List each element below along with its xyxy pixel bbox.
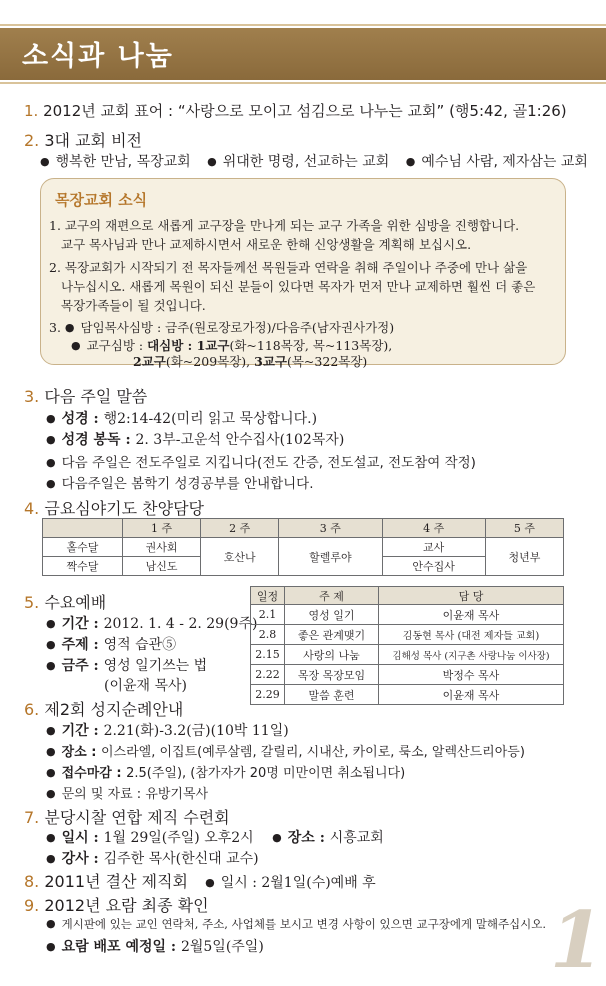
notice-line-7-bold: 대심방 : 1교구 [147, 338, 230, 353]
table-cell: 짝수달 [43, 557, 123, 576]
pilgrimage-place [46, 741, 525, 760]
section-5-heading [24, 590, 106, 613]
notice-line-6 [49, 318, 394, 336]
pilgrimage-period [46, 720, 289, 740]
notice-line-1: 1. 교구의 재편으로 새롭게 교구장을 만나게 되는 교구 가족을 위한 심방을 진행합니다. [49, 218, 520, 233]
section-6-title: 제2회 성지순례안내 [44, 700, 184, 719]
pilgrimage-period-label: ● 기간 : [46, 723, 104, 739]
sermon-note-1 [46, 451, 476, 471]
table-cell: 김해성 목사 (지구촌 사랑나눔 이사장) [379, 645, 564, 665]
table-cell: 2.29 [251, 685, 285, 705]
table-cell: 박정수 목사 [379, 665, 564, 685]
table-header: 2 주 [201, 519, 279, 538]
table-cell: 김동현 목사 (대전 제자들 교회) [379, 625, 564, 645]
section-2-heading [24, 128, 142, 151]
table-cell: 권사회 [123, 538, 201, 557]
directory-note [46, 916, 546, 932]
directory-release-label: ● 요람 배포 예정일 : [46, 939, 181, 955]
section-3-number: 3. [24, 387, 40, 406]
table-cell: 목장 목장모임 [285, 665, 379, 685]
pilgrimage-period-value: 2.21(화)-3.2(금)(10박 11일) [103, 723, 289, 739]
sermon-note-2 [46, 472, 314, 492]
section-7-title: 분당시찰 연합 제직 수련회 [44, 808, 230, 827]
table-header: 4 주 [382, 519, 485, 538]
section-7-heading [24, 805, 230, 828]
wednesday-period-label: ● 기간 : [46, 616, 104, 632]
notice-line-6-text: ● 담임목사심방 : 금주(원로장로가정)/다음주(남자권사가정) [65, 320, 394, 335]
section-9-number: 9. [24, 896, 40, 915]
table-row [251, 625, 564, 645]
pilgrimage-deadline-value: 2.5(주일), (참가자가 20명 미만이면 취소됩니다) [126, 766, 406, 781]
section-8-heading [24, 869, 376, 892]
retreat-datetime-label: ● 일시 : [46, 830, 104, 846]
retreat-speaker-label: ● 강사 : [46, 851, 104, 867]
table-cell: 남신도 [123, 557, 201, 576]
section-5-title: 수요예배 [44, 593, 107, 612]
notice-line-6-number: 3. [49, 320, 61, 335]
section-8-number: 8. [24, 872, 40, 891]
vision-item-2: ● 위대한 명령, 선교하는 교회 [207, 154, 389, 170]
pilgrimage-contact-value: 유방기목사 [145, 787, 209, 802]
wednesday-theme [46, 634, 176, 654]
table-cell: 홀수달 [43, 538, 123, 557]
table-cell: 2.8 [251, 625, 285, 645]
header-top-stripe [0, 24, 606, 26]
section-7-number: 7. [24, 808, 40, 827]
pilgrimage-deadline-label: ● 접수마감 : [46, 766, 126, 781]
table-header: 3 주 [279, 519, 382, 538]
table-cell: 이윤재 목사 [379, 605, 564, 625]
table-cell: 호산나 [201, 538, 279, 576]
table-row [251, 605, 564, 625]
pilgrimage-place-value: 이스라엘, 이집트(예루살렘, 갈릴리, 시내산, 카이로, 룩소, 알렉산드리아등) [100, 745, 525, 760]
notice-line-4: 나누십시오. 새롭게 목원이 되신 분들이 있다면 목자가 먼저 만나 교제하면 훨씬 더 좋은 [61, 279, 536, 294]
sermon-scripture-label: ● 성경 : [46, 411, 104, 427]
pilgrimage-place-label: ● 장소 : [46, 745, 101, 760]
directory-release-value: 2월5일(주일) [180, 939, 264, 955]
section-3-heading [24, 384, 147, 407]
section-8-title: 2011년 결산 제직회 [44, 872, 188, 891]
sermon-reading [46, 429, 344, 449]
table-header: 주 제 [285, 587, 379, 605]
wednesday-this-week [46, 655, 207, 675]
table-cell: 2.1 [251, 605, 285, 625]
pilgrimage-contact-label: ● 문의 및 자료 : [46, 787, 145, 802]
wednesday-this-week-label: ● 금주 : [46, 658, 104, 674]
wednesday-period-value: 2012. 1. 4 - 2. 29(9주) [103, 616, 258, 632]
pilgrimage-deadline [46, 762, 405, 781]
section-6-heading [24, 697, 183, 720]
retreat-speaker [46, 848, 259, 868]
retreat-place-label: ● 장소 : [272, 830, 330, 846]
notice-line-3: 2. 목장교회가 시작되기 전 목자들께선 목원들과 연락을 취해 주일이나 주중에 만나 삶을 [49, 260, 528, 275]
notice-line-5: 목장가족들이 될 것입니다. [61, 298, 206, 313]
notice-line-8-bold-1: 2교구 [133, 354, 166, 369]
sermon-reading-value: 2. 3부-고운석 안수집사(102목자) [135, 432, 345, 448]
section-6-number: 6. [24, 700, 40, 719]
table-cell: 할렐루야 [279, 538, 382, 576]
table-header-row [43, 519, 564, 538]
notice-line-2: 교구 목사님과 만나 교제하시면서 새로운 한해 신앙생활을 계획해 보십시오. [61, 237, 472, 252]
settlement-datetime-value: 2월1일(수)예배 후 [261, 875, 376, 891]
section-2-title: 3대 교회 비전 [44, 131, 142, 150]
section-9-heading [24, 893, 209, 916]
praise-schedule-table [42, 518, 564, 576]
table-row [251, 685, 564, 705]
cell-church-notice-box [40, 178, 566, 369]
settlement-datetime-label: ● 일시 : [205, 875, 261, 891]
wednesday-theme-value: 영적 습관⑤ [103, 637, 177, 653]
section-1-text: 2012년 교회 표어 : “사랑으로 모이고 섬김으로 나누는 교회” (행5:42, 골1:26) [43, 102, 567, 120]
table-cell: 영성 일기 [285, 605, 379, 625]
wednesday-theme-label: ● 주제 : [46, 637, 104, 653]
section-9-title: 2012년 요람 최종 확인 [44, 896, 209, 915]
table-header: 5 주 [485, 519, 563, 538]
section-4-title: 금요심야기도 찬양담당 [44, 499, 205, 518]
table-header-row [251, 587, 564, 605]
retreat-speaker-value: 김주한 목사(한신대 교수) [103, 851, 259, 867]
table-cell: 2.22 [251, 665, 285, 685]
page-title: 소식과 나눔 [22, 41, 174, 72]
table-row [43, 538, 564, 557]
table-header: 1 주 [123, 519, 201, 538]
section-1 [24, 100, 567, 121]
table-header-empty [43, 519, 123, 538]
section-2-number: 2. [24, 131, 40, 150]
section-4-number: 4. [24, 499, 40, 518]
sermon-note-1-text: ● 다음 주일은 전도주일로 지킵니다(전도 간증, 전도설교, 전도참여 작정) [46, 455, 476, 471]
directory-release [46, 936, 264, 956]
table-cell: 이윤재 목사 [379, 685, 564, 705]
table-cell: 말씀 훈련 [285, 685, 379, 705]
sermon-note-2-text: ● 다음주일은 봄학기 성경공부를 안내합니다. [46, 476, 314, 492]
wednesday-this-week-value: 영성 일기쓰는 법 [103, 658, 208, 674]
vision-item-3: ● 예수님 사람, 제자삼는 교회 [406, 154, 588, 170]
table-cell: 좋은 관계맺기 [285, 625, 379, 645]
wednesday-schedule-table [250, 586, 564, 705]
page-number: 1 [549, 895, 604, 986]
section-3-title: 다음 주일 말씀 [44, 387, 148, 406]
retreat-datetime [46, 827, 384, 847]
section-4-heading [24, 496, 204, 519]
sermon-scripture [46, 408, 317, 428]
notice-title: 목장교회 소식 [55, 191, 148, 209]
vision-list [40, 151, 588, 171]
section-5-number: 5. [24, 593, 40, 612]
notice-line-8-rest-1: (화~209목장), [165, 354, 255, 369]
notice-line-8-rest-2: (목~322목장) [286, 354, 368, 369]
table-cell: 안수집사 [382, 557, 485, 576]
header-bottom-stripe [0, 82, 606, 84]
table-cell: 사랑의 나눔 [285, 645, 379, 665]
table-cell: 2.15 [251, 645, 285, 665]
table-row [251, 665, 564, 685]
table-cell: 교사 [382, 538, 485, 557]
notice-line-7-label: ● 교구심방 : [71, 338, 147, 353]
section-1-number: 1. [24, 102, 39, 120]
table-row [251, 645, 564, 665]
header-band [0, 28, 606, 80]
sermon-scripture-value: 행2:14-42(미리 읽고 묵상합니다.) [103, 411, 318, 427]
pilgrimage-contact [46, 783, 208, 802]
notice-line-8-bold-2: 3교구 [254, 354, 287, 369]
retreat-place-value: 시흥교회 [329, 830, 384, 846]
directory-note-text: ● 게시판에 있는 교인 연락처, 주소, 사업체를 보시고 변경 사항이 있으면 교구장에게 말해주십시오. [46, 917, 546, 931]
table-cell: 청년부 [485, 538, 563, 576]
wednesday-period [46, 613, 257, 633]
table-header: 일정 [251, 587, 285, 605]
retreat-datetime-value: 1월 29일(주일) 오후2시 [103, 830, 254, 846]
table-header: 담 당 [379, 587, 564, 605]
vision-item-1: ● 행복한 만남, 목장교회 [40, 154, 191, 170]
sermon-reading-label: ● 성경 봉독 : [46, 432, 136, 448]
wednesday-this-week-speaker: (이윤재 목사) [104, 678, 187, 694]
notice-line-8 [133, 352, 367, 370]
notice-line-7-rest: (화~118목장, 목~113목장), [229, 338, 393, 353]
